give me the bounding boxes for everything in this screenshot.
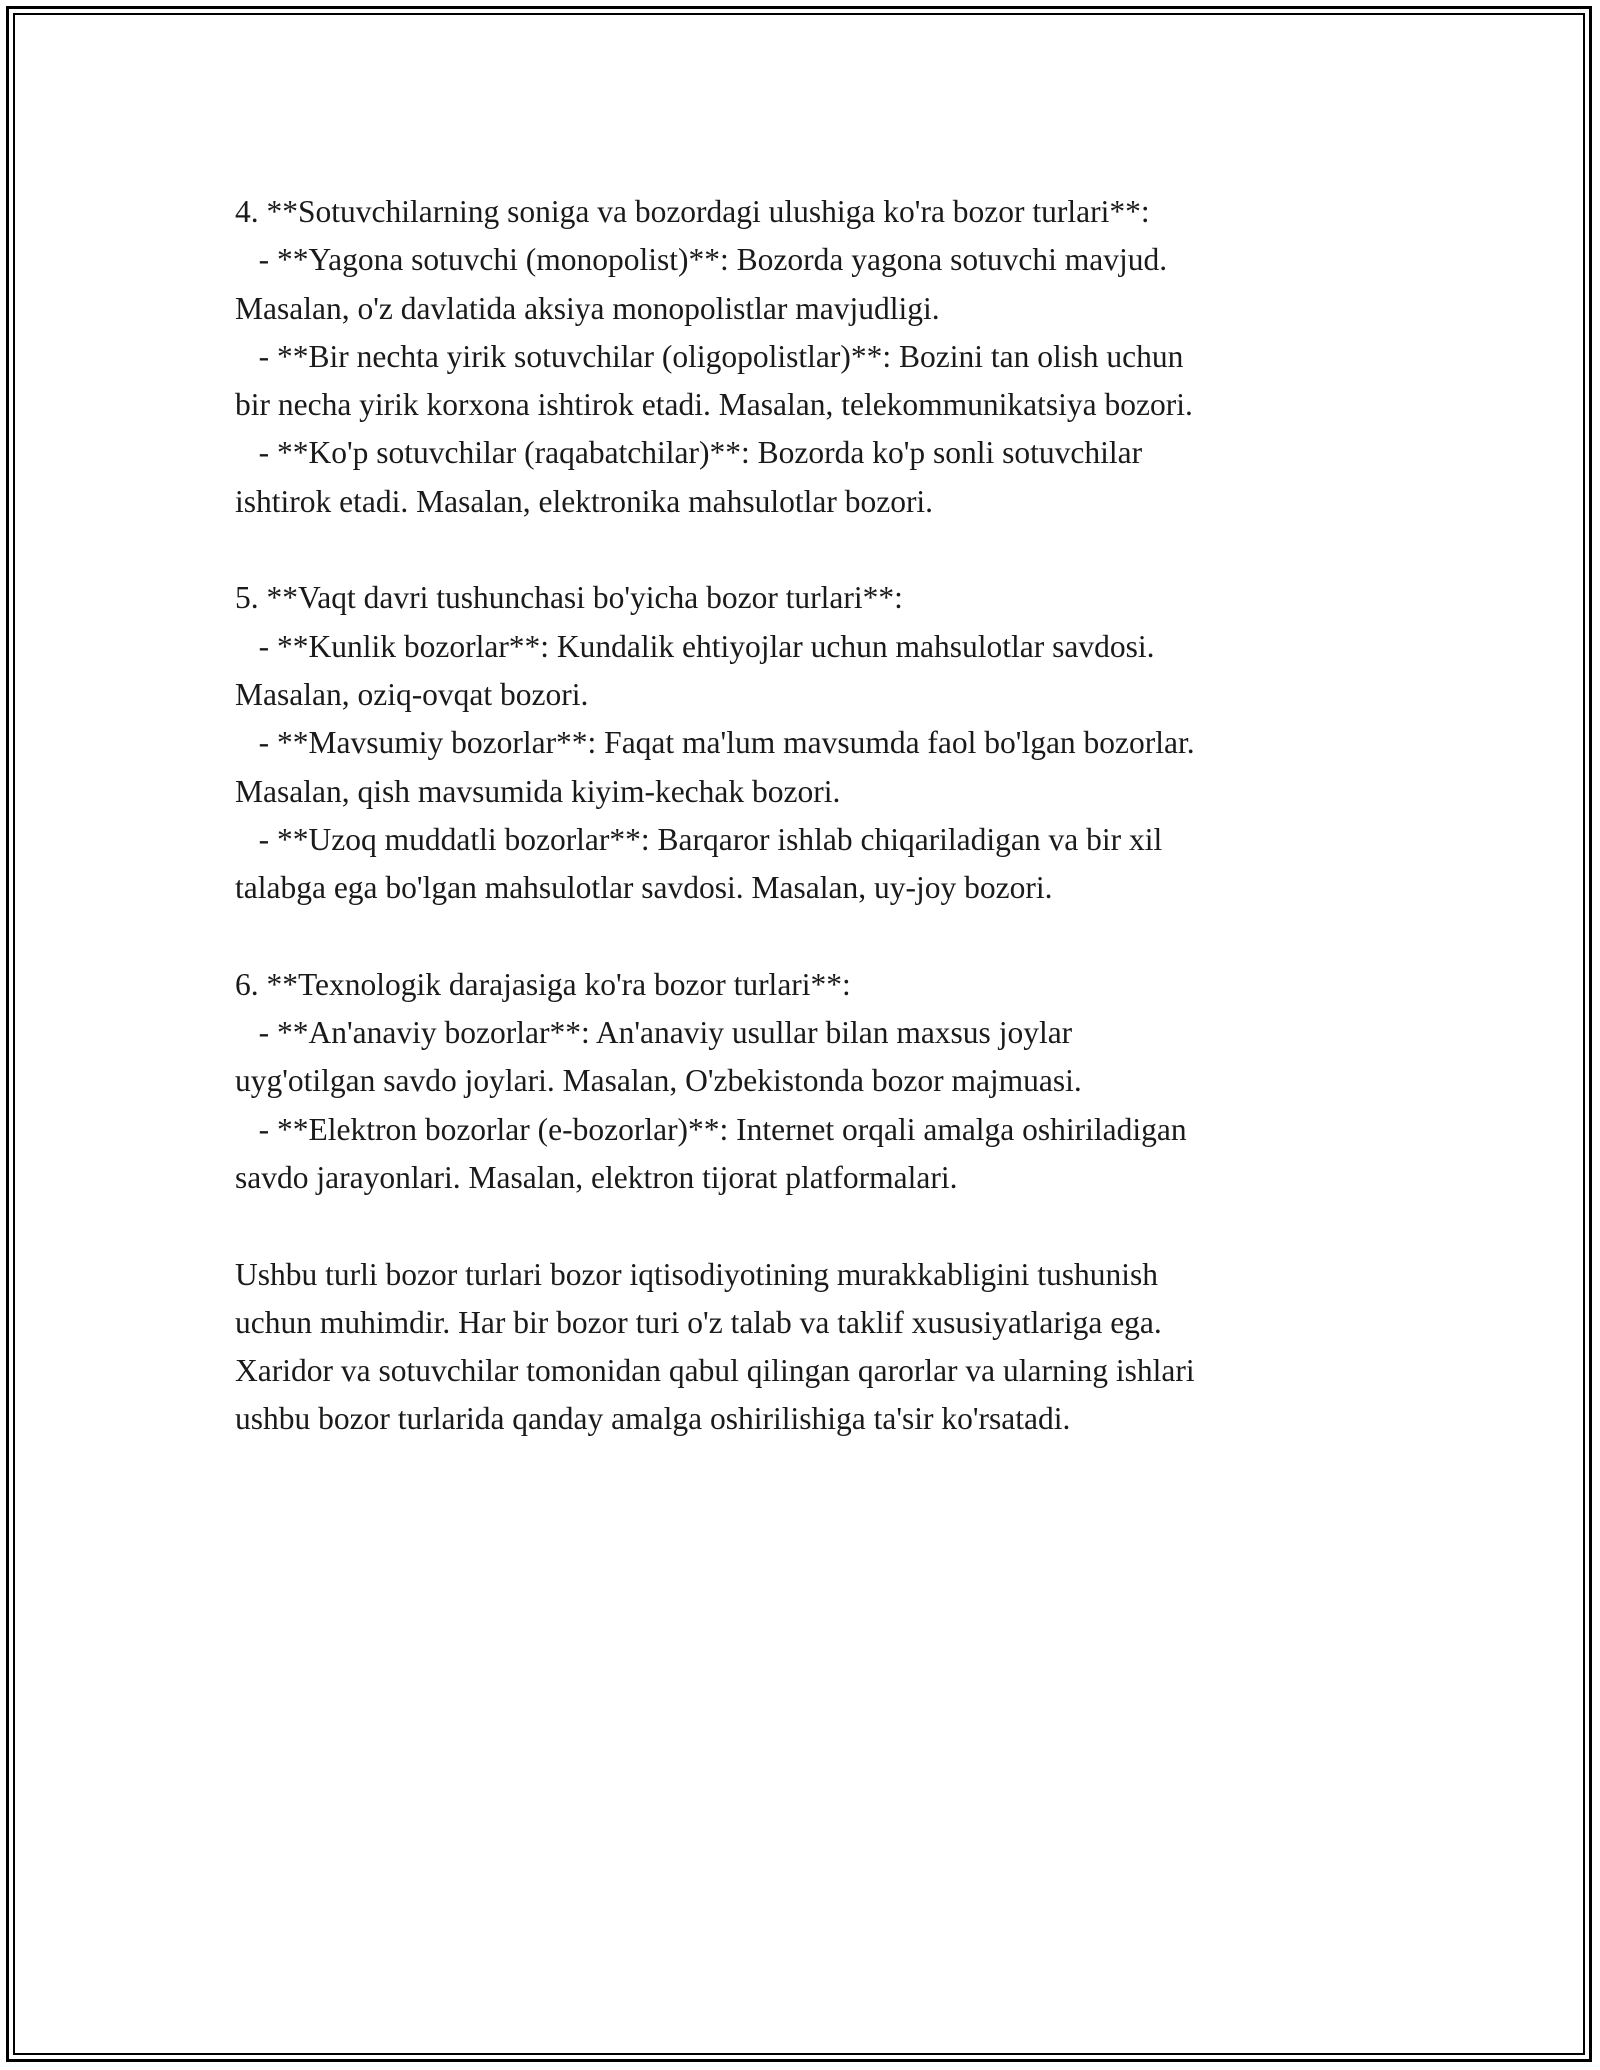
list-item-line: - **Ko'p sotuvchilar (raqabatchilar)**: Bozorda ko'p sonli sotuvchilar [235,435,1143,471]
list-item-line: savdo jarayonlari. Masalan, elektron tijorat platformalari. [235,1159,958,1195]
document-body [235,188,1415,1444]
list-item-line: - **Yagona sotuvchi (monopolist)**: Bozorda yagona sotuvchi mavjud. [235,242,1168,278]
paragraph-line: ushbu bozor turlarida qanday amalga oshirilishiga ta'sir ko'rsatadi. [235,1401,1071,1437]
section-heading: 6. **Texnologik darajasiga ko'ra bozor turlari**: [235,966,851,1002]
paragraph-line: Xaridor va sotuvchilar tomonidan qabul qilingan qarorlar va ularning ishlari [235,1353,1195,1389]
section-market-types-by-time [235,574,1415,912]
list-item-line: Masalan, o'z davlatida aksiya monopolistlar mavjudligi. [235,290,940,326]
list-item-line: - **Elektron bozorlar (e-bozorlar)**: Internet orqali amalga oshiriladigan [235,1111,1187,1147]
list-item-line: ishtirok etadi. Masalan, elektronika mahsulotlar bozori. [235,483,934,519]
paragraph-gap [235,1202,1415,1250]
paragraph-gap [235,526,1415,574]
list-item-line: uyg'otilgan savdo joylari. Masalan, O'zbekistonda bozor majmuasi. [235,1063,1082,1099]
list-item-line: talabga ega bo'lgan mahsulotlar savdosi. Masalan, uy-joy bozori. [235,870,1053,906]
paragraph-line: Ushbu turli bozor turlari bozor iqtisodiyotining murakkabligini tushunish [235,1256,1159,1292]
list-item-line: Masalan, qish mavsumida kiyim-kechak bozori. [235,773,841,809]
paragraph-gap [235,912,1415,960]
section-heading: 4. **Sotuvchilarning soniga va bozordagi ulushiga ko'ra bozor turlari**: [235,194,1150,229]
list-item-line: bir necha yirik korxona ishtirok etadi. Masalan, telekommunikatsiya bozori. [235,387,1193,423]
conclusion-paragraph [235,1251,1415,1444]
list-item-line: - **Kunlik bozorlar**: Kundalik ehtiyojlar uchun mahsulotlar savdosi. [235,628,1155,664]
section-heading: 5. **Vaqt davri tushunchasi bo'yicha bozor turlari**: [235,580,903,616]
paragraph-line: uchun muhimdir. Har bir bozor turi o'z talab va taklif xususiyatlariga ega. [235,1304,1162,1340]
list-item-line: - **Uzoq muddatli bozorlar**: Barqaror ishlab chiqariladigan va bir xil [235,821,1163,857]
list-item-line: - **Bir nechta yirik sotuvchilar (oligopolistlar)**: Bozini tan olish uchun [235,338,1184,374]
section-market-types-by-technology [235,961,1415,1202]
list-item-line: - **Mavsumiy bozorlar**: Faqat ma'lum mavsumda faol bo'lgan bozorlar. [235,725,1195,761]
list-item-line: Masalan, oziq-ovqat bozori. [235,676,589,712]
list-item-line: - **An'anaviy bozorlar**: An'anaviy usullar bilan maxsus joylar [235,1015,1073,1051]
section-market-types-by-sellers [235,188,1415,526]
